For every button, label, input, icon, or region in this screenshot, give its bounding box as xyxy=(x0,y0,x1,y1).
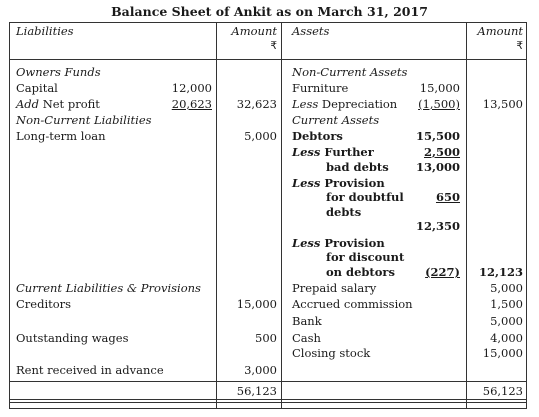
accrued-commission-label: Accrued commission xyxy=(292,297,413,311)
bad-debts-label: bad debts xyxy=(326,160,389,174)
rupee-symbol: ₹ xyxy=(516,40,523,52)
debtors-value: 15,500 xyxy=(415,129,460,143)
after-bad-debts-value: 13,000 xyxy=(415,160,460,174)
furniture-value: 15,000 xyxy=(419,81,460,95)
header-divider xyxy=(10,59,526,60)
rent-advance-value: 3,000 xyxy=(244,363,277,377)
rupee-symbol: ₹ xyxy=(270,40,277,52)
depreciation-label: Depreciation xyxy=(321,97,398,111)
non-current-assets-heading: Non-Current Assets xyxy=(292,65,408,79)
liabilities-header: Liabilities xyxy=(16,24,74,38)
non-current-liabilities-heading: Non-Current Liabilities xyxy=(16,113,152,127)
capital-label: Capital xyxy=(16,81,58,95)
provision-discount-label: Provision xyxy=(324,236,385,250)
furniture-label: Furniture xyxy=(292,81,349,95)
on-debtors-label: on debtors xyxy=(326,265,395,279)
net-profit-value: 20,623 xyxy=(171,97,212,111)
less-further-label xyxy=(292,145,374,159)
column-divider xyxy=(281,23,282,408)
closing-stock-label: Closing stock xyxy=(292,346,371,360)
owners-funds-total: 32,623 xyxy=(236,97,277,111)
liabilities-total: 56,123 xyxy=(236,384,277,398)
bank-value: 5,000 xyxy=(490,314,523,328)
long-term-loan-value: 5,000 xyxy=(244,129,277,143)
prepaid-salary-label: Prepaid salary xyxy=(292,281,377,295)
net-profit-label: Net profit xyxy=(42,97,100,111)
less-provision-label xyxy=(292,176,385,190)
less-depreciation-label xyxy=(292,97,397,111)
balance-sheet-table xyxy=(9,22,527,409)
less-label: Less xyxy=(292,176,321,190)
creditors-value: 15,000 xyxy=(236,297,277,311)
cash-label: Cash xyxy=(292,331,321,345)
furniture-net-value: 13,500 xyxy=(482,97,523,111)
add-net-profit-label xyxy=(16,97,100,111)
total-top-rule xyxy=(10,381,526,382)
add-label: Add xyxy=(16,97,40,111)
outstanding-wages-value: 500 xyxy=(255,331,277,345)
debtors-net-value: 12,123 xyxy=(478,265,523,279)
assets-amount-header: Amount xyxy=(477,24,523,38)
long-term-loan-label: Long-term loan xyxy=(16,129,106,143)
provision-doubtful-value: 650 xyxy=(435,190,460,204)
accrued-commission-value: 1,500 xyxy=(490,297,523,311)
further-bad-debts-value: 2,500 xyxy=(423,145,460,159)
owners-funds-heading: Owners Funds xyxy=(16,65,101,79)
total-bottom-rule xyxy=(10,399,526,400)
provision-label: Provision xyxy=(324,176,385,190)
creditors-label: Creditors xyxy=(16,297,72,311)
bank-label: Bank xyxy=(292,314,322,328)
assets-header: Assets xyxy=(292,24,330,38)
total-double-rule xyxy=(10,402,526,403)
outstanding-wages-label: Outstanding wages xyxy=(16,331,129,345)
closing-stock-value: 15,000 xyxy=(482,346,523,360)
less-label: Less xyxy=(292,145,321,159)
for-doubtful-label: for doubtful xyxy=(326,190,404,204)
capital-value: 12,000 xyxy=(171,81,212,95)
less-label: Less xyxy=(292,97,319,111)
column-divider xyxy=(216,23,217,408)
page-title: Balance Sheet of Ankit as on March 31, 2017 xyxy=(111,4,428,19)
discount-value: (227) xyxy=(425,265,460,279)
for-discount-label: for discount xyxy=(326,250,405,264)
current-liabilities-heading: Current Liabilities & Provisions xyxy=(16,281,201,295)
less-provision-discount-label xyxy=(292,236,385,250)
assets-total: 56,123 xyxy=(482,384,523,398)
cash-value: 4,000 xyxy=(490,331,523,345)
current-assets-heading: Current Assets xyxy=(292,113,380,127)
further-label: Further xyxy=(324,145,374,159)
liabilities-amount-header: Amount xyxy=(231,24,277,38)
after-provision-value: 12,350 xyxy=(415,219,460,233)
less-label: Less xyxy=(292,236,321,250)
debts-label: debts xyxy=(326,205,362,219)
debtors-label: Debtors xyxy=(292,129,343,143)
prepaid-salary-value: 5,000 xyxy=(490,281,523,295)
depreciation-value: (1,500) xyxy=(418,97,460,111)
rent-advance-label: Rent received in advance xyxy=(16,363,164,377)
